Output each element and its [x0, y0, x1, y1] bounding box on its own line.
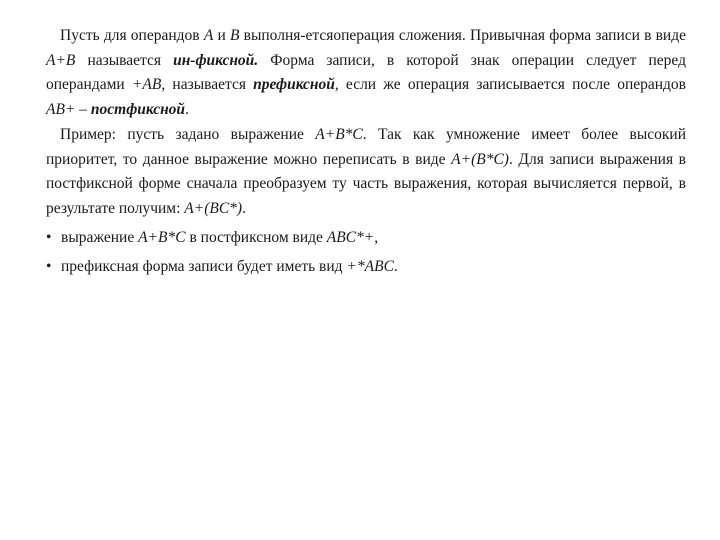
text: Форма записи, в которой знак операции следует перед операндами: [46, 51, 686, 93]
text: ,: [374, 229, 379, 246]
partial-postfix-expression: A+(BC*): [184, 199, 243, 217]
list-item: [46, 226, 686, 251]
paragraph-notation-forms: [46, 24, 686, 122]
text: и: [213, 27, 230, 44]
text: . Для записи выражения в постфиксной форме сначала преобразуем ту часть выражения, которая вычисляется первой, в результате получим:: [46, 150, 686, 217]
paragraph-example: [46, 123, 686, 221]
text: называется: [75, 51, 174, 69]
operand-b: B: [229, 27, 240, 44]
term-infix: ин-фиксной.: [173, 51, 259, 69]
bullet-list: [46, 226, 686, 279]
list-item: [46, 255, 686, 280]
infix-expression: A+B: [46, 51, 76, 69]
prefix-expression: +AB: [131, 76, 162, 93]
text: , если же операция записывается после операндов: [334, 76, 687, 93]
term-prefix: префиксной: [253, 76, 335, 93]
text: выполня-етсяоперация сложения. Привычная форма записи в виде: [239, 27, 686, 44]
text: .: [185, 100, 189, 118]
text: Пусть для операндов: [60, 27, 204, 44]
prefix-result: +*ABC: [346, 257, 394, 275]
rewritten-expression: A+(B*C): [451, 150, 509, 168]
operand-a: A: [203, 27, 214, 44]
bullet-icon: •: [46, 229, 52, 246]
postfix-result: ABC*+: [326, 229, 375, 246]
text: префиксная форма записи будет иметь вид: [61, 257, 347, 275]
bullet-icon: •: [46, 257, 52, 275]
text: Пример: пусть задано выражение: [60, 126, 316, 143]
text: выражение: [61, 229, 139, 246]
text: в постфиксном виде: [185, 229, 327, 246]
example-expression: A+B*C: [315, 126, 363, 143]
text: . Так как умножение имеет более высокий приоритет, то данное выражение можно переписать в виде: [46, 126, 686, 168]
postfix-expression: AB+: [46, 100, 76, 118]
text: .: [393, 257, 398, 275]
text: .: [242, 199, 246, 217]
expression: A+B*C: [138, 229, 186, 246]
text: –: [75, 100, 91, 118]
text: , называется: [161, 76, 254, 93]
term-postfix: постфиксной: [90, 100, 186, 118]
